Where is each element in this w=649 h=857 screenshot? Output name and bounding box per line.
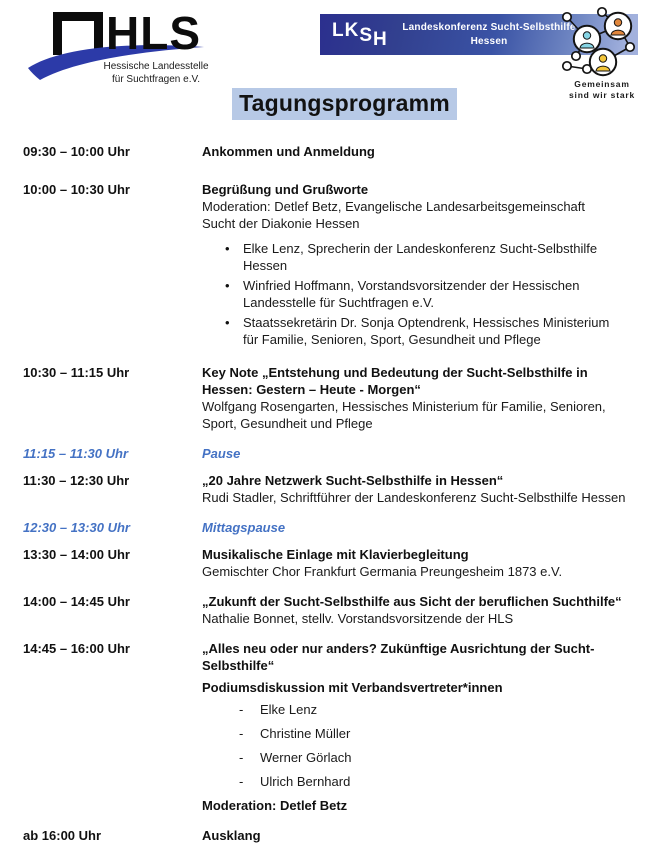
moderation-label: Moderation: Detlef Betz xyxy=(202,798,348,813)
event-title: Ausklang xyxy=(202,828,261,843)
event-title: „Alles neu oder nur anders? Zukünftige Ausrichtung der Sucht- xyxy=(202,641,595,656)
bullet-line: Hessen xyxy=(243,258,288,273)
event-content xyxy=(202,364,643,432)
time-label: 14:00 – 14:45 Uhr xyxy=(23,594,130,609)
schedule-row xyxy=(23,143,643,160)
event-text: Sport, Gesundheit und Pflege xyxy=(202,416,373,431)
lksh-banner-line1: Landeskonferenz Sucht-Selbsthilfe xyxy=(402,22,576,33)
schedule-row-pause xyxy=(23,519,643,536)
bullet-line: • Elke Lenz, Sprecherin der Landeskonferenz Sucht-Selbsthilfe xyxy=(243,241,598,256)
title-row xyxy=(0,88,649,120)
lksh-letter-h: H xyxy=(373,29,388,50)
schedule-row xyxy=(23,472,643,506)
event-content xyxy=(202,181,643,351)
time-label: 12:30 – 13:30 Uhr xyxy=(23,520,130,535)
speaker-bullet-list xyxy=(202,240,643,348)
lksh-slogan-line2: sind wir stark xyxy=(569,89,635,100)
schedule xyxy=(23,143,643,857)
event-title: Ankommen und Anmeldung xyxy=(202,144,375,159)
podium-label: Podiumsdiskussion mit Verbandsvertreter*innen xyxy=(202,680,503,695)
event-text: Sucht der Diakonie Hessen xyxy=(202,216,360,231)
bullet-line: für Familie, Senioren, Sport, Gesundheit und Pflege xyxy=(243,332,541,347)
time-label: 14:45 – 16:00 Uhr xyxy=(23,641,130,656)
hls-logo xyxy=(26,8,231,96)
event-title: Key Note „Entstehung und Bedeutung der Sucht-Selbsthilfe in xyxy=(202,365,588,380)
event-content xyxy=(202,519,643,536)
schedule-row xyxy=(23,827,643,844)
event-text: Wolfgang Rosengarten, Hessisches Ministerium für Familie, Senioren, xyxy=(202,399,606,414)
hls-wordmark: HLS xyxy=(106,7,201,59)
lksh-letter-l: L xyxy=(332,20,345,41)
schedule-row xyxy=(23,181,643,351)
event-text: Nathalie Bonnet, stellv. Vorstandsvorsitzende der HLS xyxy=(202,611,514,626)
hls-subtitle-line1: Hessische Landesstelle xyxy=(103,61,209,72)
lksh-letter-k: K xyxy=(344,20,360,41)
event-text: Gemischter Chor Frankfurt Germania Preungesheim 1873 e.V. xyxy=(202,564,563,579)
event-title: Mittagspause xyxy=(202,520,286,535)
event-title: Begrüßung und Grußworte xyxy=(202,182,369,197)
time-label: 13:30 – 14:00 Uhr xyxy=(23,547,130,562)
lksh-abbreviation xyxy=(332,20,388,50)
bullet-line: • Staatssekretärin Dr. Sonja Optendrenk, Hessisches Ministerium xyxy=(243,315,610,330)
event-content xyxy=(202,546,643,580)
network-people-icon xyxy=(558,4,646,78)
event-text: Rudi Stadler, Schriftführer der Landeskonferenz Sucht-Selbsthilfe Hessen xyxy=(202,490,626,505)
schedule-row xyxy=(23,593,643,627)
panelist-item: - Elke Lenz xyxy=(202,701,643,718)
event-title: „Zukunft der Sucht-Selbsthilfe aus Sicht der beruflichen Suchthilfe“ xyxy=(202,594,622,609)
time-label: 10:30 – 11:15 Uhr xyxy=(23,365,130,380)
page-title: Tagungsprogramm xyxy=(232,88,457,120)
bullet-item xyxy=(202,314,643,348)
event-title: Musikalische Einlage mit Klavierbegleitung xyxy=(202,547,469,562)
event-title: Hessen: Gestern – Heute - Morgen“ xyxy=(202,382,421,397)
bullet-item xyxy=(202,240,643,274)
event-content xyxy=(202,640,643,814)
event-content xyxy=(202,143,643,160)
schedule-row xyxy=(23,364,643,432)
lksh-banner-text xyxy=(398,21,580,48)
schedule-row xyxy=(23,546,643,580)
time-label: 11:30 – 12:30 Uhr xyxy=(23,473,130,488)
lksh-network-graphic xyxy=(557,4,647,100)
panelist-item: - Ulrich Bernhard xyxy=(202,773,643,790)
time-label: 10:00 – 10:30 Uhr xyxy=(23,182,130,197)
event-title: „20 Jahre Netzwerk Sucht-Selbsthilfe in Hessen“ xyxy=(202,473,504,488)
event-content xyxy=(202,472,643,506)
lksh-letter-s: S xyxy=(359,25,374,46)
lksh-banner-line2: Hessen xyxy=(470,35,508,47)
schedule-row-pause xyxy=(23,445,643,462)
bullet-item xyxy=(202,277,643,311)
schedule-row xyxy=(23,640,643,814)
event-text: Moderation: Detlef Betz, Evangelische Landesarbeitsgemeinschaft xyxy=(202,199,585,214)
panelist-list xyxy=(202,701,643,790)
bullet-line: • Winfried Hoffmann, Vorstandsvorsitzender der Hessischen xyxy=(243,278,580,293)
panelist-item: - Werner Görlach xyxy=(202,749,643,766)
hls-subtitle xyxy=(96,60,216,86)
time-label: 09:30 – 10:00 Uhr xyxy=(23,144,130,159)
event-title: Selbsthilfe“ xyxy=(202,658,275,673)
bullet-line: Landesstelle für Suchtfragen e.V. xyxy=(243,295,435,310)
event-content xyxy=(202,593,643,627)
time-label: 11:15 – 11:30 Uhr xyxy=(23,446,129,461)
event-content xyxy=(202,827,643,844)
panelist-item: - Christine Müller xyxy=(202,725,643,742)
event-title: Pause xyxy=(202,446,241,461)
hls-subtitle-line2: für Suchtfragen e.V. xyxy=(111,74,201,85)
lksh-slogan-line1: Gemeinsam xyxy=(574,79,630,89)
time-label: ab 16:00 Uhr xyxy=(23,828,102,843)
event-content xyxy=(202,445,643,462)
